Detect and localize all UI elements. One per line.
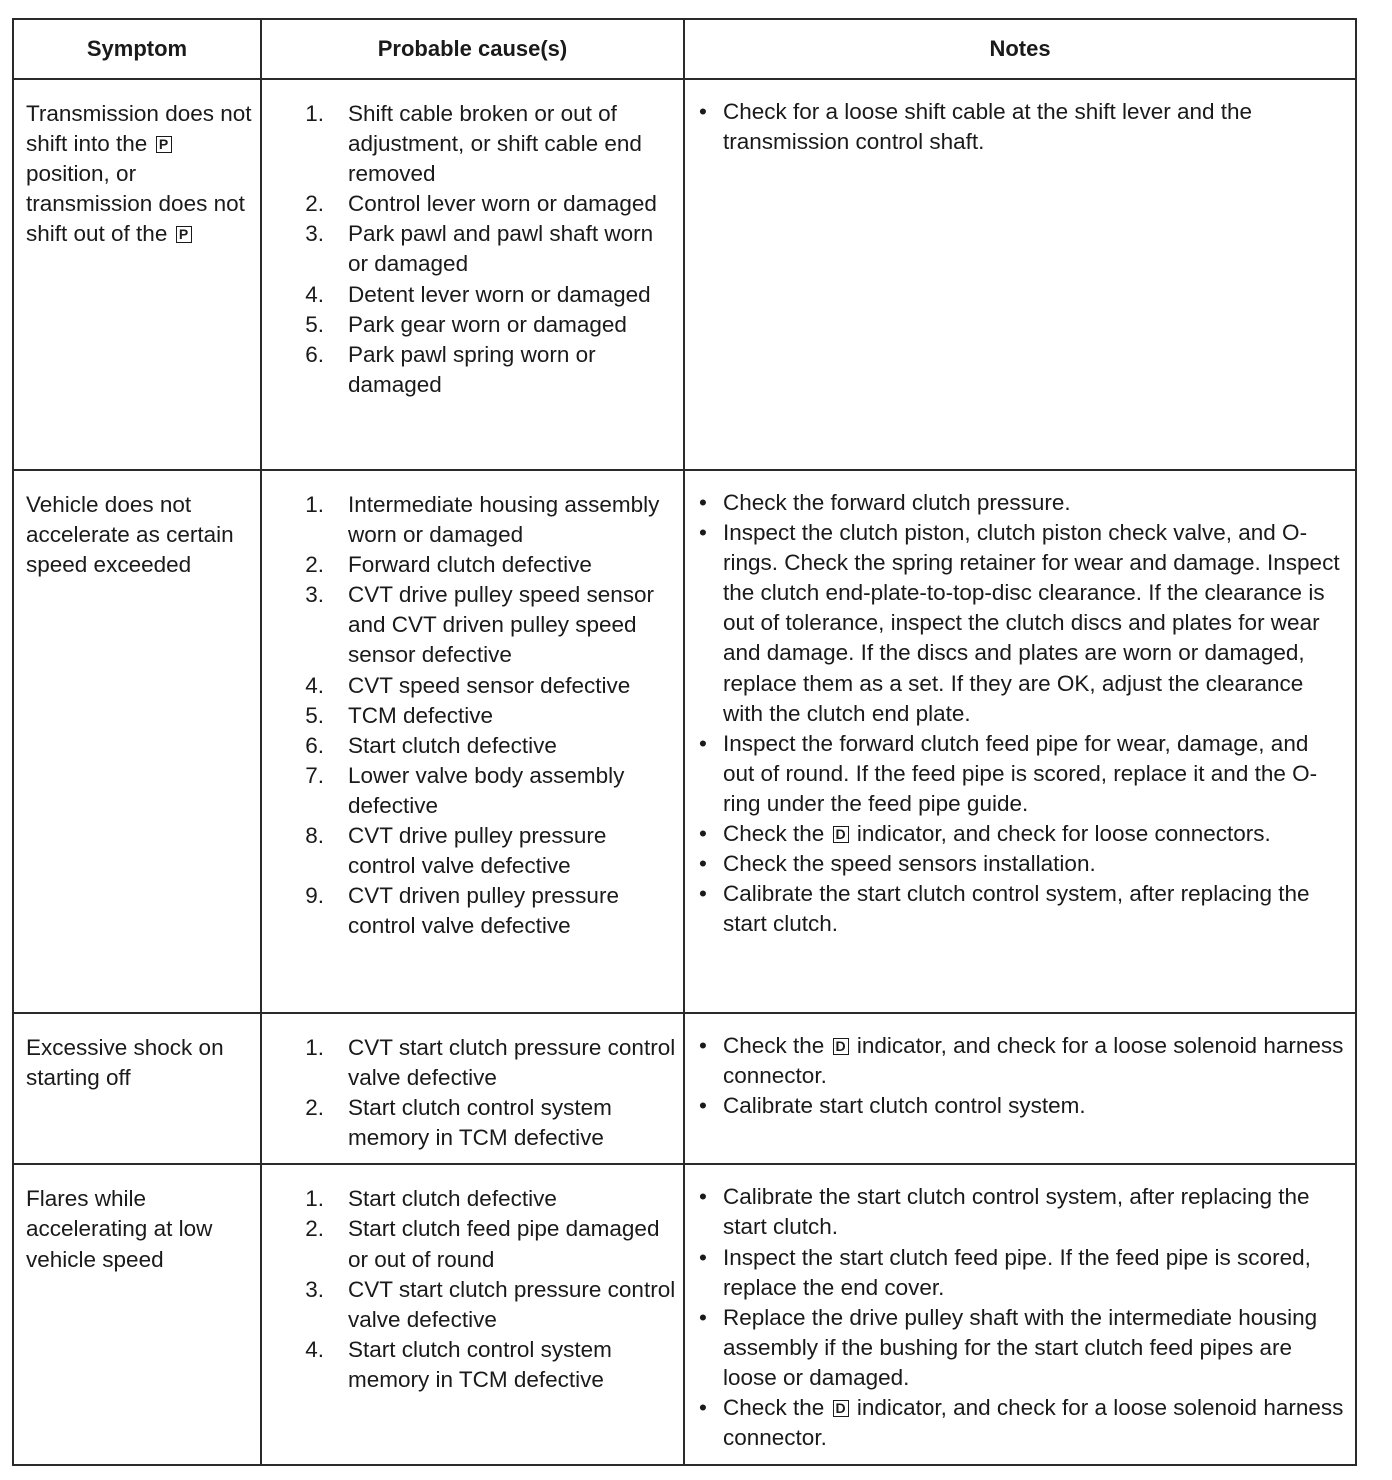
header-row — [13, 19, 1356, 79]
gear-position-icon: D — [833, 1038, 849, 1055]
bullet-icon: • — [699, 520, 707, 546]
bullet-icon: • — [699, 730, 707, 756]
cause-text: Park pawl spring worn or damaged — [348, 341, 596, 397]
note-list — [697, 1031, 1345, 1121]
note-item — [697, 518, 1345, 729]
cause-item — [262, 1335, 679, 1395]
cause-item — [262, 490, 679, 550]
note-text-part: indicator, and check for a loose solenoid harness connector. — [723, 1395, 1344, 1451]
header-symptom: Symptom — [13, 19, 261, 79]
note-text-part: Check for a loose shift cable at the shift lever and the transmission control shaft. — [723, 99, 1253, 155]
note-item — [697, 1243, 1345, 1303]
cause-text: Lower valve body assembly defective — [348, 762, 625, 818]
note-text-part: Calibrate start clutch control system. — [723, 1093, 1086, 1119]
note-text-part: Calibrate the start clutch control system, after replacing the start clutch. — [723, 1184, 1310, 1240]
note-text — [723, 819, 1345, 849]
note-text — [723, 1031, 1345, 1091]
cause-item — [262, 701, 679, 731]
causes-cell — [261, 1013, 684, 1164]
cause-list — [262, 1033, 679, 1153]
notes-cell — [684, 79, 1356, 470]
note-item — [697, 488, 1345, 518]
notes-cell — [684, 470, 1356, 1013]
note-item — [697, 1091, 1345, 1121]
bullet-icon: • — [699, 851, 707, 877]
cause-number: 8. — [305, 823, 324, 849]
cause-item — [262, 761, 679, 821]
cause-text: CVT speed sensor defective — [348, 672, 631, 698]
note-text — [723, 1303, 1345, 1393]
cause-text: CVT start clutch pressure control valve defective — [348, 1035, 676, 1091]
note-text-part: Check the — [723, 1033, 831, 1058]
note-text — [723, 1182, 1345, 1242]
cause-number: 5. — [305, 311, 324, 337]
cause-text: Forward clutch defective — [348, 552, 592, 578]
cause-item — [262, 1214, 679, 1274]
bullet-icon: • — [699, 1093, 707, 1119]
cause-item — [262, 1033, 679, 1093]
symptom-text: Transmission does not shift into the — [26, 101, 252, 157]
note-list — [697, 97, 1345, 157]
cause-item — [262, 821, 679, 881]
note-text-part: Check the speed sensors installation. — [723, 851, 1096, 877]
note-text-part: Check the forward clutch pressure. — [723, 490, 1071, 515]
table-row — [13, 1164, 1356, 1465]
cause-number: 7. — [305, 762, 324, 788]
note-text — [723, 1393, 1345, 1453]
note-text-part: Inspect the clutch piston, clutch piston check valve, and O-rings. Check the spring retainer for wear and damage. Inspect the clutch end-plate-to-top-disc clearance. If the clearance is out of tolerance, inspect the clutch discs and plates for wear and damage. If the discs and plates are worn or damaged, replace them as a set. If they are OK, adjust the clearance with the clutch end plate. — [723, 520, 1340, 726]
note-item — [697, 849, 1345, 879]
notes-cell — [684, 1013, 1356, 1164]
causes-cell — [261, 79, 684, 470]
cause-number: 2. — [305, 191, 324, 217]
symptom-cell — [13, 1164, 261, 1465]
note-item — [697, 1182, 1345, 1242]
cause-item — [262, 731, 679, 761]
note-item — [697, 879, 1345, 939]
cause-number: 1. — [305, 1035, 324, 1060]
note-text-part: Inspect the forward clutch feed pipe for wear, damage, and out of round. If the feed pipe is scored, replace it and the O-ring under the feed pipe guide. — [723, 730, 1318, 816]
cause-text: Park pawl and pawl shaft worn or damaged — [348, 221, 654, 277]
cause-number: 4. — [305, 1336, 324, 1362]
bullet-icon: • — [699, 1244, 707, 1270]
causes-cell — [261, 470, 684, 1013]
note-text-part: indicator, and check for a loose solenoid harness connector. — [723, 1033, 1344, 1089]
note-text — [723, 849, 1345, 879]
note-text — [723, 97, 1345, 157]
bullet-icon: • — [699, 1395, 707, 1421]
cause-number: 1. — [305, 492, 324, 517]
cause-text: CVT driven pulley pressure control valve defective — [348, 883, 619, 939]
cause-number: 6. — [305, 732, 324, 758]
cause-item — [262, 1093, 679, 1153]
note-item — [697, 819, 1345, 849]
bullet-icon: • — [699, 1304, 707, 1330]
note-item — [697, 1393, 1345, 1453]
cause-text: CVT drive pulley speed sensor and CVT driven pulley speed sensor defective — [348, 582, 654, 668]
cause-number: 2. — [305, 552, 324, 578]
note-text — [723, 879, 1345, 939]
gear-position-icon: D — [833, 826, 849, 843]
cause-text: Start clutch defective — [348, 732, 557, 758]
cause-text: Start clutch control system memory in TCM defective — [348, 1336, 612, 1392]
note-item — [697, 1031, 1345, 1091]
cause-item — [262, 310, 679, 340]
header-causes: Probable cause(s) — [261, 19, 684, 79]
cause-item — [262, 219, 679, 279]
cause-text: Detent lever worn or damaged — [348, 281, 651, 307]
cause-item — [262, 550, 679, 580]
table-body — [13, 79, 1356, 1465]
bullet-icon: • — [699, 99, 707, 124]
note-text — [723, 1091, 1345, 1121]
note-text-part: Check the — [723, 821, 831, 847]
troubleshooting-table — [12, 18, 1357, 1466]
troubleshooting-page — [12, 18, 1357, 1466]
cause-text: TCM defective — [348, 702, 494, 728]
cause-item — [262, 189, 679, 219]
cause-number: 6. — [305, 341, 324, 367]
symptom-text: Flares while accelerating at low vehicle speed — [26, 1186, 213, 1272]
cause-number: 2. — [305, 1095, 324, 1121]
note-text — [723, 729, 1345, 819]
cause-text: CVT drive pulley pressure control valve defective — [348, 823, 607, 879]
header-notes: Notes — [684, 19, 1356, 79]
note-list — [697, 488, 1345, 939]
cause-item — [262, 1184, 679, 1214]
cause-text: Intermediate housing assembly worn or damaged — [348, 492, 660, 548]
table-row — [13, 1013, 1356, 1164]
cause-list — [262, 490, 679, 941]
cause-item — [262, 1275, 679, 1335]
note-text-part: Replace the drive pulley shaft with the intermediate housing assembly if the bushing for the start clutch feed pipes are loose or damaged. — [723, 1304, 1318, 1390]
note-text — [723, 488, 1345, 518]
symptom-text: Excessive shock on starting off — [26, 1035, 224, 1091]
gear-position-icon: P — [176, 226, 192, 243]
gear-position-icon: P — [156, 136, 172, 153]
note-text-part: indicator, and check for loose connectors. — [850, 821, 1271, 847]
cause-item — [262, 580, 679, 670]
cause-number: 3. — [305, 221, 324, 247]
table-row — [13, 79, 1356, 470]
note-list — [697, 1182, 1345, 1453]
cause-item — [262, 280, 679, 310]
bullet-icon: • — [699, 1184, 707, 1210]
cause-text: Shift cable broken or out of adjustment, or shift cable end removed — [348, 101, 642, 187]
cause-number: 5. — [305, 702, 324, 728]
cause-list — [262, 1184, 679, 1395]
note-item — [697, 1303, 1345, 1393]
note-text-part: Inspect the start clutch feed pipe. If the feed pipe is scored, replace the end cover. — [723, 1244, 1311, 1300]
note-text-part: Calibrate the start clutch control system, after replacing the start clutch. — [723, 881, 1310, 937]
cause-item — [262, 99, 679, 189]
symptom-cell — [13, 1013, 261, 1164]
cause-text: Park gear worn or damaged — [348, 311, 627, 337]
bullet-icon: • — [699, 821, 707, 847]
cause-number: 9. — [305, 883, 324, 909]
note-text — [723, 1243, 1345, 1303]
cause-number: 3. — [305, 582, 324, 608]
symptom-text: position, or transmission does not shift out of the — [26, 161, 245, 247]
note-item — [697, 97, 1345, 157]
cause-text: CVT start clutch pressure control valve defective — [348, 1276, 676, 1332]
cause-number: 2. — [305, 1216, 324, 1242]
note-text — [723, 518, 1345, 729]
cause-list — [262, 99, 679, 400]
cause-number: 4. — [305, 672, 324, 698]
note-text-part: Check the — [723, 1395, 831, 1421]
table-row — [13, 470, 1356, 1013]
symptom-cell — [13, 79, 261, 470]
cause-text: Start clutch defective — [348, 1186, 557, 1212]
cause-number: 4. — [305, 281, 324, 307]
note-item — [697, 729, 1345, 819]
cause-item — [262, 340, 679, 400]
notes-cell — [684, 1164, 1356, 1465]
gear-position-icon: D — [833, 1400, 849, 1417]
cause-item — [262, 881, 679, 941]
cause-item — [262, 671, 679, 701]
bullet-icon: • — [699, 1033, 707, 1058]
causes-cell — [261, 1164, 684, 1465]
cause-number: 1. — [305, 101, 324, 126]
cause-text: Control lever worn or damaged — [348, 191, 657, 217]
bullet-icon: • — [699, 881, 707, 907]
cause-number: 3. — [305, 1276, 324, 1302]
symptom-text: Vehicle does not accelerate as certain speed exceeded — [26, 492, 234, 578]
cause-number: 1. — [305, 1186, 324, 1212]
bullet-icon: • — [699, 490, 707, 515]
cause-text: Start clutch feed pipe damaged or out of round — [348, 1216, 660, 1272]
symptom-cell — [13, 470, 261, 1013]
cause-text: Start clutch control system memory in TCM defective — [348, 1095, 612, 1151]
